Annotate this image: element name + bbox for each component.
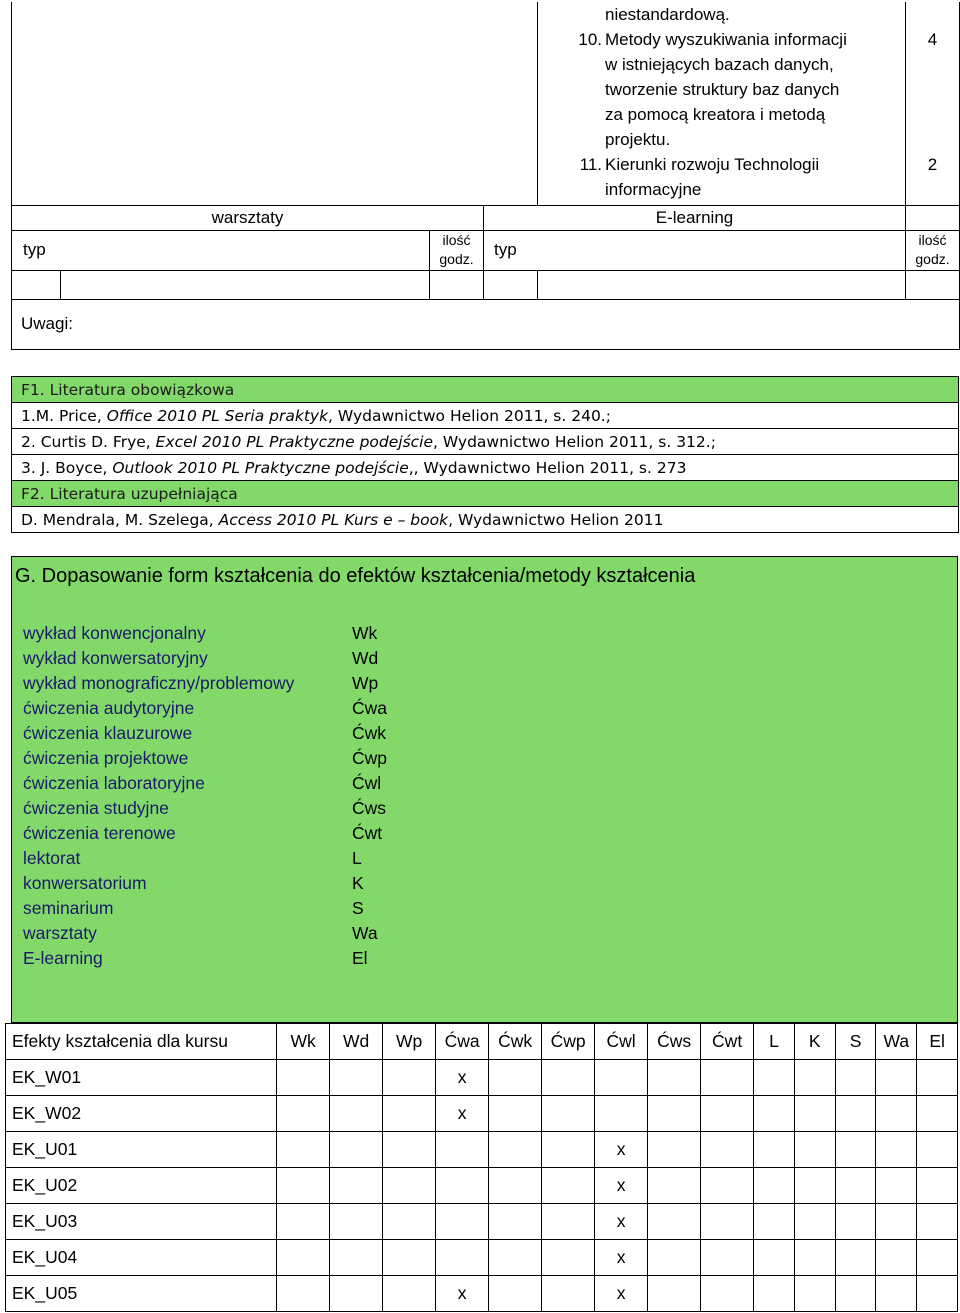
- section-header-row: [12, 205, 960, 230]
- empty-cell: [12, 2, 538, 205]
- effect-mark: [917, 1204, 958, 1240]
- effect-mark: [754, 1276, 795, 1312]
- effect-mark: [876, 1276, 917, 1312]
- effect-mark: [489, 1204, 542, 1240]
- effect-code: EK_W02: [6, 1096, 277, 1132]
- form-code: Wk: [352, 623, 378, 643]
- effect-mark: [277, 1240, 330, 1276]
- effect-mark: [835, 1276, 876, 1312]
- effect-mark: [436, 1204, 489, 1240]
- effect-mark: [330, 1168, 383, 1204]
- effects-column-header: Ćwp: [542, 1024, 595, 1060]
- form-name: ćwiczenia projektowe: [23, 748, 189, 768]
- effect-mark: [542, 1060, 595, 1096]
- effects-table: [5, 1023, 958, 1312]
- effect-mark: x: [436, 1096, 489, 1132]
- effect-code: EK_U04: [6, 1240, 277, 1276]
- effect-mark: [876, 1096, 917, 1132]
- ilosc-label: [430, 230, 484, 270]
- form-code: Wd: [352, 648, 379, 668]
- effect-mark: x: [595, 1276, 648, 1312]
- effect-mark: [489, 1168, 542, 1204]
- effect-mark: [330, 1132, 383, 1168]
- effect-mark: [383, 1132, 436, 1168]
- effects-column-header: Wp: [383, 1024, 436, 1060]
- forms-codes-list: [352, 621, 387, 971]
- effect-mark: [489, 1096, 542, 1132]
- typ-label: typ: [484, 230, 906, 270]
- form-name: wykład konwersatoryjny: [23, 648, 208, 668]
- effect-mark: [436, 1132, 489, 1168]
- form-name: wykład monograficzny/problemowy: [23, 673, 295, 693]
- forms-section: [11, 556, 958, 1023]
- form-name: konwersatorium: [23, 873, 147, 893]
- effect-mark: [383, 1240, 436, 1276]
- literature-item: 3. J. Boyce, Outlook 2010 PL Praktyczne podejście,, Wydawnictwo Helion 2011, s. 273: [12, 455, 959, 481]
- effect-mark: [876, 1060, 917, 1096]
- effects-column-header: K: [794, 1024, 835, 1060]
- form-name: E-learning: [23, 948, 103, 968]
- form-code: Ćwp: [352, 748, 388, 768]
- form-code: Wa: [352, 923, 378, 943]
- effect-mark: [542, 1168, 595, 1204]
- effects-row: [6, 1168, 958, 1204]
- form-code: El: [352, 948, 368, 968]
- effect-mark: [277, 1276, 330, 1312]
- forms-section-title: G. Dopasowanie form kształcenia do efektów kształcenia/metody kształcenia: [15, 565, 696, 587]
- effect-mark: [794, 1132, 835, 1168]
- form-code: S: [352, 898, 364, 918]
- empty-cell: [12, 270, 61, 299]
- literature-f2-title: F2. Literatura uzupełniająca: [12, 481, 959, 507]
- effect-mark: [489, 1060, 542, 1096]
- form-name: ćwiczenia klauzurowe: [23, 723, 193, 743]
- empty-cell: [430, 270, 484, 299]
- effect-code: EK_U03: [6, 1204, 277, 1240]
- effect-mark: [876, 1240, 917, 1276]
- effect-mark: [835, 1060, 876, 1096]
- effect-mark: [917, 1276, 958, 1312]
- effect-mark: [876, 1204, 917, 1240]
- effect-mark: [794, 1060, 835, 1096]
- effects-column-header: S: [835, 1024, 876, 1060]
- effects-column-header: Wd: [330, 1024, 383, 1060]
- form-name: ćwiczenia terenowe: [23, 823, 176, 843]
- topic-line: Kierunki rozwoju Technologii: [605, 155, 820, 174]
- effects-column-header: Ćwt: [701, 1024, 754, 1060]
- effect-mark: [277, 1060, 330, 1096]
- effect-mark: [436, 1168, 489, 1204]
- effects-column-header: Ćws: [648, 1024, 701, 1060]
- topic-line: projektu.: [605, 130, 671, 149]
- effect-mark: [436, 1240, 489, 1276]
- effect-mark: [917, 1240, 958, 1276]
- topics-cell: [538, 2, 906, 205]
- effect-mark: [383, 1096, 436, 1132]
- effects-column-header: Wa: [876, 1024, 917, 1060]
- effect-mark: [330, 1276, 383, 1312]
- effect-mark: [917, 1168, 958, 1204]
- effect-mark: [876, 1168, 917, 1204]
- effects-header-row: [6, 1024, 958, 1060]
- empty-cell: [61, 270, 430, 299]
- effect-mark: [917, 1132, 958, 1168]
- effects-column-header: Ćwk: [489, 1024, 542, 1060]
- effect-mark: [648, 1168, 701, 1204]
- effect-mark: [542, 1132, 595, 1168]
- effects-header-label: Efekty kształcenia dla kursu: [6, 1024, 277, 1060]
- effects-column-header: Ćwa: [436, 1024, 489, 1060]
- uwagi-label: Uwagi:: [12, 299, 960, 349]
- form-code: Ćws: [352, 798, 387, 818]
- form-code: Wp: [352, 673, 379, 693]
- form-code: L: [352, 848, 362, 868]
- effect-code: EK_U01: [6, 1132, 277, 1168]
- effect-mark: x: [595, 1204, 648, 1240]
- effect-mark: [754, 1204, 795, 1240]
- effect-mark: [701, 1060, 754, 1096]
- effect-mark: [330, 1204, 383, 1240]
- effect-mark: x: [595, 1132, 648, 1168]
- effect-mark: [917, 1060, 958, 1096]
- hours-value: 4: [927, 30, 938, 49]
- elearning-header: E-learning: [484, 205, 906, 230]
- effect-mark: [754, 1060, 795, 1096]
- form-name: ćwiczenia studyjne: [23, 798, 169, 818]
- effect-mark: [917, 1096, 958, 1132]
- uwagi-row: [12, 299, 960, 349]
- effect-mark: [489, 1132, 542, 1168]
- form-name: wykład konwencjonalny: [23, 623, 206, 643]
- effects-row: [6, 1240, 958, 1276]
- hours-value: 2: [927, 155, 938, 174]
- effect-mark: [701, 1276, 754, 1312]
- effect-mark: [330, 1060, 383, 1096]
- topic-line: tworzenie struktury baz danych: [605, 80, 840, 99]
- effect-mark: x: [436, 1060, 489, 1096]
- effects-column-header: El: [917, 1024, 958, 1060]
- empty-cell: [906, 205, 960, 230]
- topic-line: informacyjne: [605, 180, 702, 199]
- literature-item: 1.M. Price, Office 2010 PL Seria praktyk, Wydawnictwo Helion 2011, s. 240.;: [12, 403, 959, 429]
- topic-line: Metody wyszukiwania informacji: [605, 30, 847, 49]
- effect-mark: [754, 1240, 795, 1276]
- effects-row: [6, 1060, 958, 1096]
- effect-mark: [754, 1096, 795, 1132]
- hours-cell: [906, 2, 960, 205]
- warsztaty-header: warsztaty: [12, 205, 484, 230]
- effects-column-header: Ćwl: [595, 1024, 648, 1060]
- effect-mark: [383, 1060, 436, 1096]
- form-code: Ćwk: [352, 723, 387, 743]
- effect-mark: [701, 1240, 754, 1276]
- typ-label: typ: [12, 230, 430, 270]
- empty-row: [12, 270, 960, 299]
- effects-row: [6, 1276, 958, 1312]
- form-name: seminarium: [23, 898, 114, 918]
- effect-mark: [383, 1168, 436, 1204]
- form-code: K: [352, 873, 364, 893]
- effect-code: EK_U05: [6, 1276, 277, 1312]
- effect-mark: [794, 1276, 835, 1312]
- effect-mark: [277, 1096, 330, 1132]
- ilosc-text: ilość: [442, 232, 471, 248]
- effect-mark: [754, 1168, 795, 1204]
- godz-text: godz.: [439, 251, 474, 267]
- effect-mark: [330, 1096, 383, 1132]
- form-name: ćwiczenia audytoryjne: [23, 698, 195, 718]
- effect-mark: [648, 1240, 701, 1276]
- effect-mark: [835, 1240, 876, 1276]
- literature-item: D. Mendrala, M. Szelega, Access 2010 PL Kurs e – book, Wydawnictwo Helion 2011: [12, 507, 959, 533]
- effect-mark: [595, 1060, 648, 1096]
- effect-mark: [701, 1168, 754, 1204]
- effects-column-header: Wk: [277, 1024, 330, 1060]
- effect-mark: x: [436, 1276, 489, 1312]
- effect-mark: [542, 1096, 595, 1132]
- effect-mark: [330, 1240, 383, 1276]
- effect-mark: [277, 1132, 330, 1168]
- empty-cell: [484, 270, 538, 299]
- effect-code: EK_W01: [6, 1060, 277, 1096]
- schedule-table: [11, 2, 960, 350]
- form-name: ćwiczenia laboratoryjne: [23, 773, 205, 793]
- effect-mark: [277, 1168, 330, 1204]
- form-name: lektorat: [23, 848, 81, 868]
- effect-mark: [489, 1240, 542, 1276]
- ilosc-label: [906, 230, 960, 270]
- topic-line: w istniejących bazach danych,: [605, 55, 834, 74]
- topics-row: [12, 2, 960, 205]
- effect-mark: [595, 1096, 648, 1132]
- effects-row: [6, 1204, 958, 1240]
- effects-row: [6, 1096, 958, 1132]
- effect-mark: [542, 1240, 595, 1276]
- effect-mark: [835, 1096, 876, 1132]
- column-header-row: [12, 230, 960, 270]
- effect-mark: [648, 1276, 701, 1312]
- effect-mark: [701, 1132, 754, 1168]
- effect-mark: [754, 1132, 795, 1168]
- topic-continuation: niestandardową.: [605, 5, 730, 24]
- topic-number: 11.: [579, 155, 602, 174]
- effect-mark: [701, 1096, 754, 1132]
- effect-mark: [648, 1096, 701, 1132]
- effect-mark: [835, 1132, 876, 1168]
- effect-mark: [648, 1204, 701, 1240]
- literature-f1-title: F1. Literatura obowiązkowa: [12, 377, 959, 403]
- empty-cell: [906, 270, 960, 299]
- empty-cell: [538, 270, 906, 299]
- literature-table: [11, 376, 959, 533]
- effect-mark: x: [595, 1240, 648, 1276]
- effect-mark: [383, 1204, 436, 1240]
- topic-number: 10.: [578, 30, 602, 49]
- effect-mark: [383, 1276, 436, 1312]
- effect-mark: [876, 1132, 917, 1168]
- form-code: Ćwt: [352, 823, 383, 843]
- effect-mark: [794, 1240, 835, 1276]
- form-code: Ćwa: [352, 698, 388, 718]
- effect-mark: [835, 1168, 876, 1204]
- form-name: warsztaty: [23, 923, 97, 943]
- forms-names-list: [23, 621, 294, 971]
- form-code: Ćwl: [352, 773, 382, 793]
- topic-line: za pomocą kreatora i metodą: [605, 105, 826, 124]
- effect-mark: [648, 1060, 701, 1096]
- effect-mark: [542, 1276, 595, 1312]
- effect-mark: [648, 1132, 701, 1168]
- effects-column-header: L: [754, 1024, 795, 1060]
- effect-mark: [794, 1096, 835, 1132]
- effect-mark: [835, 1204, 876, 1240]
- effect-mark: [794, 1204, 835, 1240]
- effect-mark: x: [595, 1168, 648, 1204]
- effect-mark: [701, 1204, 754, 1240]
- effect-mark: [277, 1204, 330, 1240]
- effect-mark: [542, 1204, 595, 1240]
- effects-row: [6, 1132, 958, 1168]
- godz-text: godz.: [915, 251, 950, 267]
- ilosc-text: ilość: [918, 232, 947, 248]
- effect-mark: [489, 1276, 542, 1312]
- effect-code: EK_U02: [6, 1168, 277, 1204]
- literature-item: 2. Curtis D. Frye, Excel 2010 PL Praktyczne podejście, Wydawnictwo Helion 2011, s. 312.;: [12, 429, 959, 455]
- effect-mark: [794, 1168, 835, 1204]
